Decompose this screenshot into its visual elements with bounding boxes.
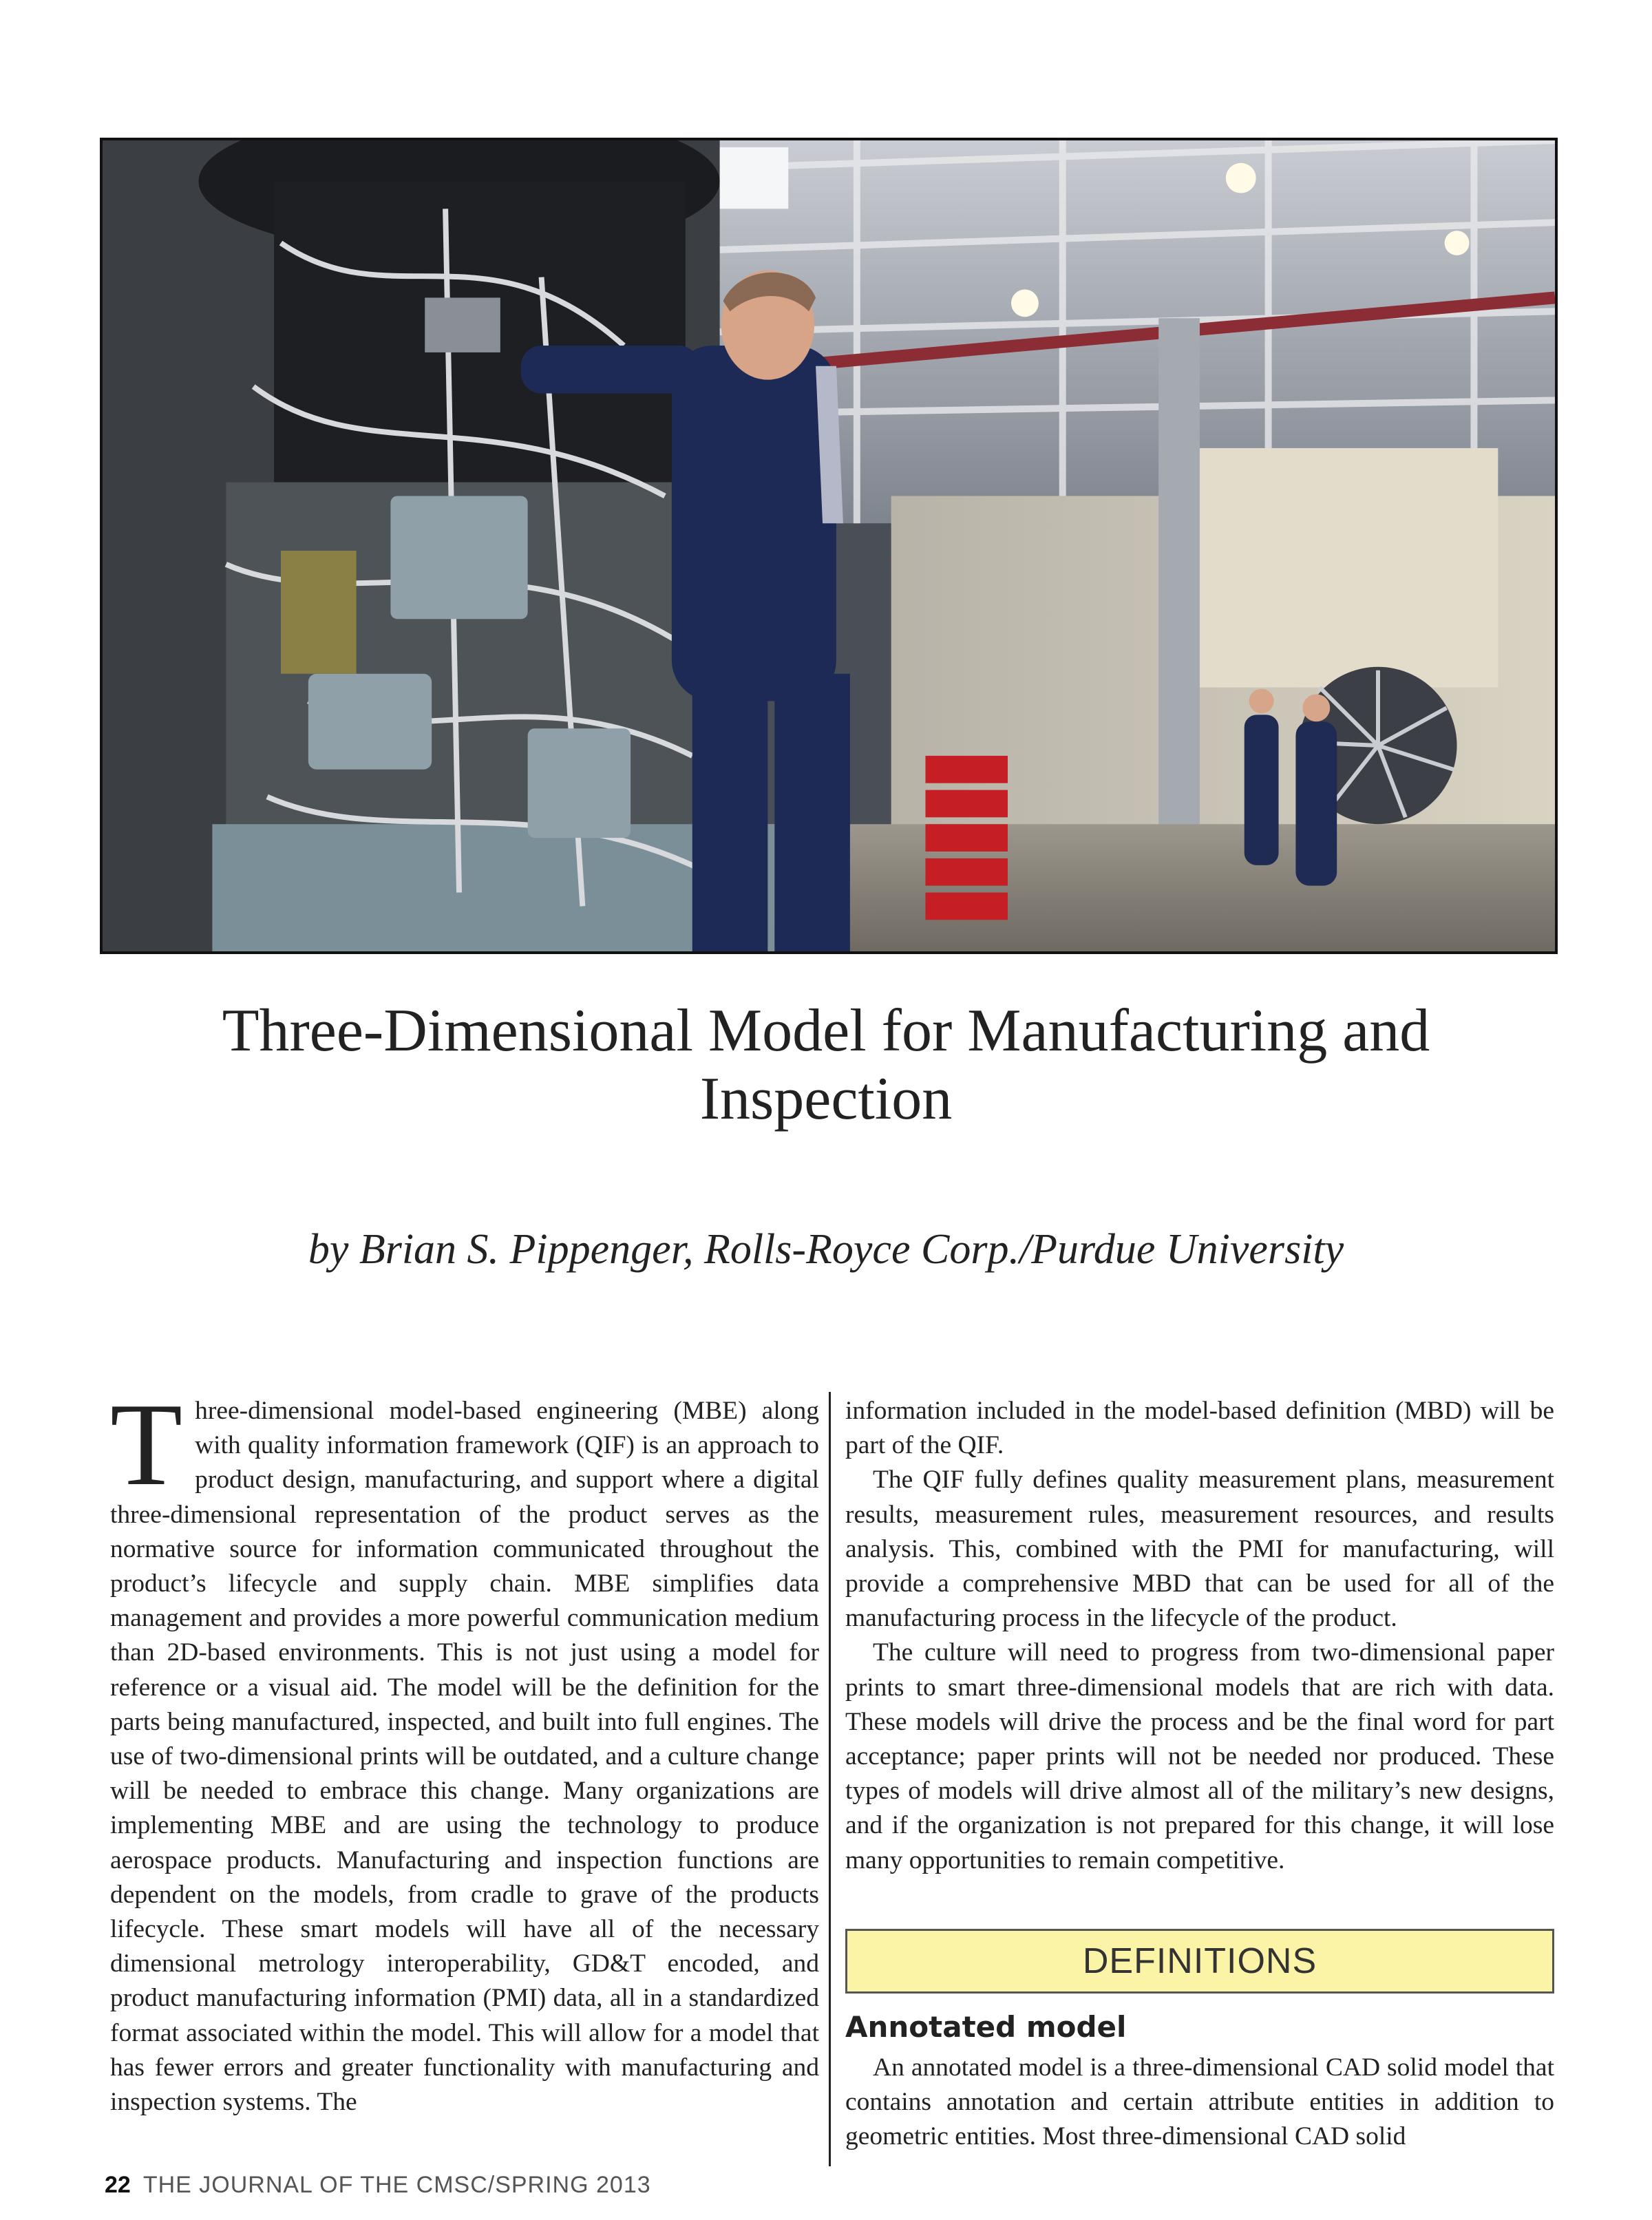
hero-photo — [100, 138, 1558, 954]
article-byline: by Brian S. Pippenger, Rolls-Royce Corp./Purdue University — [308, 1226, 1344, 1273]
article-title: Three-Dimensional Model for Manufacturing and Inspection — [222, 997, 1430, 1133]
page-footer — [105, 2172, 651, 2199]
right-column — [845, 1394, 1554, 1878]
intro-paragraph — [110, 1379, 819, 2119]
page-number: 22 — [105, 2172, 131, 2198]
right-paragraph-2: The QIF fully defines quality measurement plans, measurement results, measurement rules, measurement resources, and results analysis. This, combined with the PMI for manufacturing, will provide a comprehensive MBD that can be used for all of the manufacturing process in the lifecycle of the product. — [845, 1466, 1554, 1633]
right-paragraph-1: information included in the model-based definition (MBD) will be part of the QIF. — [845, 1397, 1554, 1460]
right-paragraph-3: The culture will need to progress from two-dimensional paper prints to smart three-dimensional models that are rich with data. These models will drive the process and be the final word for part acceptance; paper prints will not be needed nor produced. These types of models will drive almost all of the military’s new designs, and if the organization is not prepared for this change, it will lose many opportunities to remain competitive. — [845, 1638, 1554, 1874]
journal-name: THE JOURNAL OF THE CMSC/SPRING 2013 — [142, 2172, 651, 2198]
drop-cap: T — [110, 1379, 183, 1510]
intro-text: hree-dimensional model-based engineering (MBE) along with quality information framework (QIF) is an approach to product design, manufacturing, and support where a digital three-dimensional representation of the product serves as the normative source for information communicated throughout the product’s lifecycle and supply chain. MBE simplifies data management and provides a more powerful communication medium than 2D-based environments. This is not just using a model for reference or a visual aid. The model will be the definition for the parts being manufactured, inspected, and built into full engines. The use of two-dimensional prints will be outdated, and a culture change will be needed to embrace this change. Many organizations are implementing MBE and are using the technology to produce aerospace products. Manufacturing and inspection functions are dependent on the models, from cradle to grave of the products lifecycle. These smart models will have all of the necessary dimensional metrology interoperability, GD&T encoded, and product manufacturing information (PMI) data, all in a standardized format associated within the model. This will allow for a model that has fewer errors and greater functionality with manufacturing and inspection systems. The — [110, 1397, 819, 2117]
column-divider — [829, 1392, 831, 2166]
engine-assembly-illustration — [103, 140, 1555, 951]
left-column — [110, 1379, 819, 2119]
definitions-box: DEFINITIONS — [845, 1929, 1554, 1994]
definition-heading: Annotated model — [845, 2010, 1127, 2044]
definition-text: An annotated model is a three-dimensional CAD solid model that contains annotation and certain attribute entities in addition to geometric entities. Most three-dimensional CAD solid — [845, 2053, 1554, 2151]
